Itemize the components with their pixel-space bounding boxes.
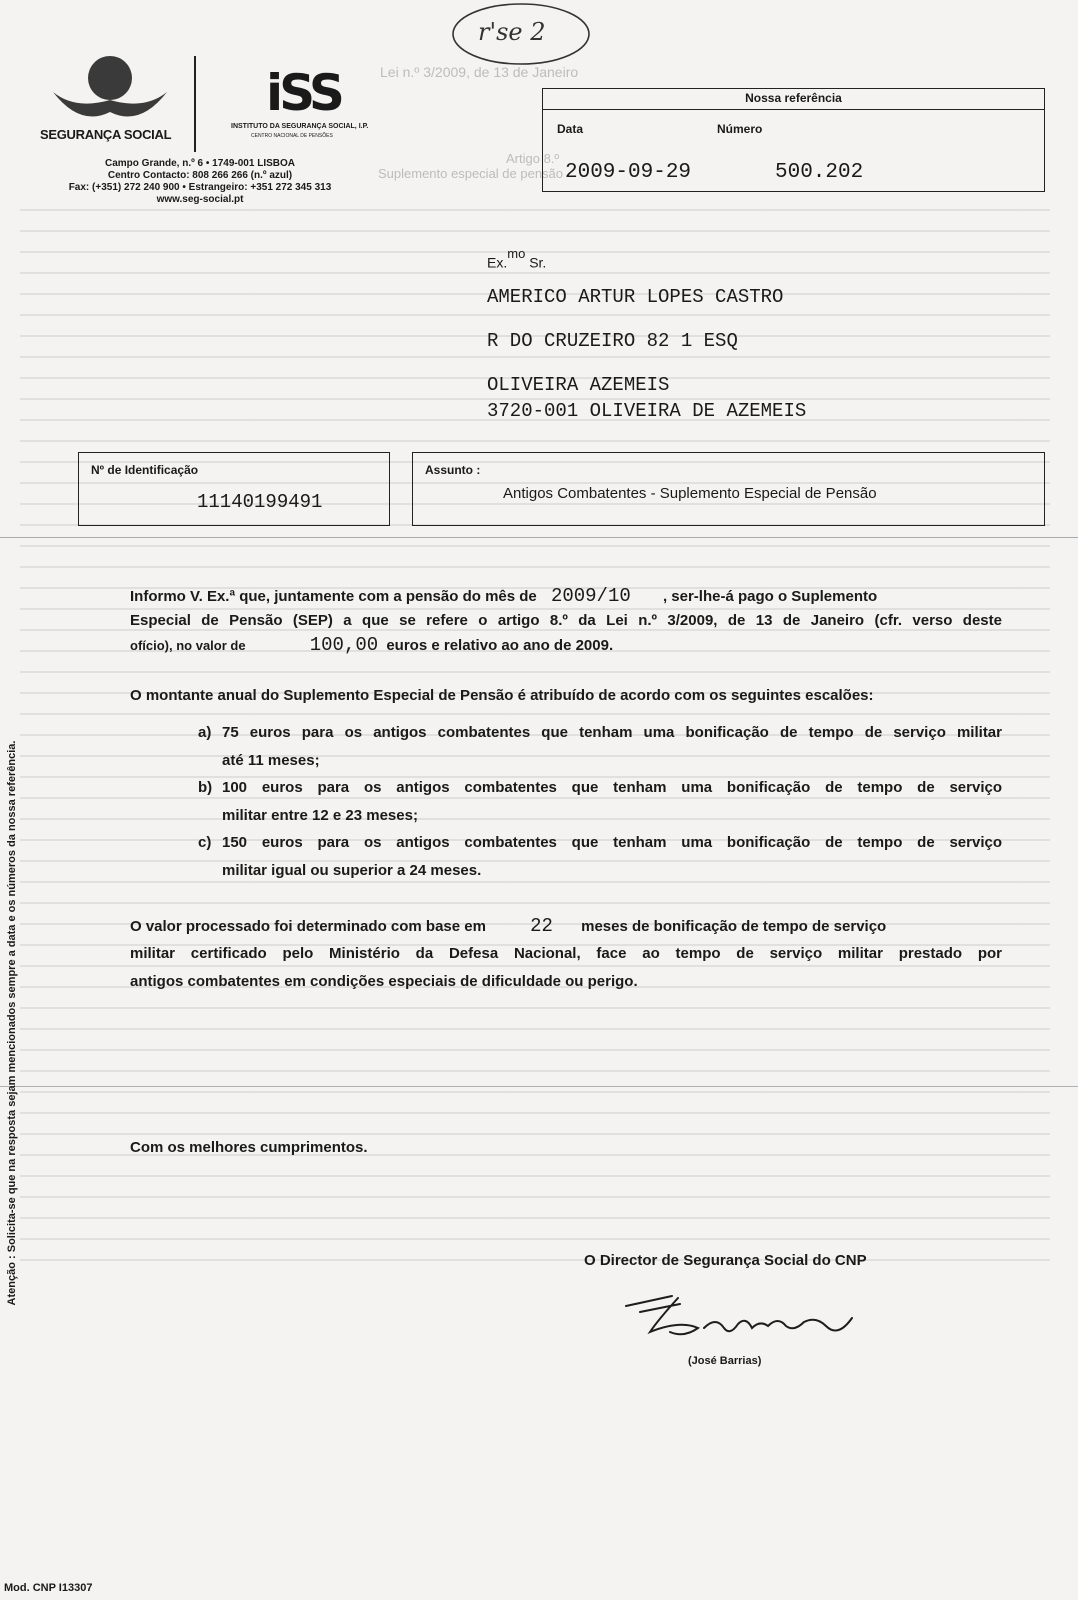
- paragraph-1-text-c: ofício), no valor de: [130, 638, 246, 653]
- reference-number-value: 500.202: [775, 161, 864, 184]
- recipient-street: R DO CRUZEIRO 82 1 ESQ: [487, 330, 738, 352]
- paragraph-1-text-d: euros e relativo ao ano de 2009.: [386, 637, 614, 654]
- subject-label: Assunto :: [425, 463, 481, 477]
- identification-label: Nº de Identificação: [91, 463, 199, 477]
- reference-divider: [543, 109, 1044, 110]
- pension-amount: 100,00: [309, 634, 379, 656]
- side-note: Atenção : Solicita-se que na resposta sejam mencionados sempre a data e os números da nossa referência.: [6, 740, 18, 1306]
- iss-centre-name: CENTRO NACIONAL DE PENSÕES: [251, 133, 333, 139]
- paragraph-3-text-a: O valor processado foi determinado com base em: [130, 918, 486, 935]
- recipient-postal: 3720-001 OLIVEIRA DE AZEMEIS: [487, 400, 807, 422]
- fold-line-lower: [0, 1086, 1078, 1087]
- item-a-marker: a): [198, 724, 212, 741]
- iss-institute-name: INSTITUTO DA SEGURANÇA SOCIAL, I.P.: [231, 123, 369, 130]
- paragraph-1-line-1: [130, 584, 1002, 609]
- ghost-article: Artigo 8.º: [506, 151, 560, 166]
- subject-value: Antigos Combatentes - Suplemento Especial de Pensão: [503, 485, 877, 502]
- handwritten-signature: [620, 1290, 860, 1350]
- seguranca-social-logo-icon: [45, 52, 175, 127]
- paragraph-3-line-2: militar certificado pelo Ministério da Defesa Nacional, face ao tempo de serviço militar prestado por: [130, 945, 1002, 962]
- paragraph-1-line-2: Especial de Pensão (SEP) a que se refere o artigo 8.º da Lei n.º 3/2009, de 13 de Janeiro (cfr. verso deste: [130, 612, 1002, 629]
- ghost-heading: Lei n.º 3/2009, de 13 de Janeiro: [380, 64, 579, 80]
- handwritten-note: r'se 2: [478, 18, 546, 46]
- recipient-locality: OLIVEIRA AZEMEIS: [487, 374, 670, 396]
- identification-box: [78, 452, 390, 526]
- salutation-ex: Ex.: [487, 254, 508, 271]
- reference-date-label: Data: [557, 122, 584, 136]
- iss-logo: iSS: [266, 64, 341, 122]
- item-b-marker: b): [198, 779, 213, 796]
- reference-box: [542, 88, 1045, 192]
- item-a-line-2: até 11 meses;: [222, 752, 320, 769]
- contact-address: Campo Grande, n.º 6 • 1749-001 LISBOA: [105, 158, 295, 169]
- contact-phone: Centro Contacto: 808 266 266 (n.º azul): [107, 170, 293, 181]
- form-code: Mod. CNP I13307: [4, 1582, 93, 1594]
- subject-box: [412, 452, 1045, 526]
- paragraph-3-line-1: [130, 914, 1002, 939]
- recipient-address: [487, 284, 806, 424]
- reference-title: Nossa referência: [745, 91, 842, 105]
- item-b-line-1: 100 euros para os antigos combatentes que tenham uma bonificação de tempo de serviço: [222, 779, 1002, 796]
- paragraph-3-line-3: antigos combatentes em condições especiais de dificuldade ou perigo.: [130, 973, 638, 990]
- seguranca-social-wordmark: SEGURANÇA SOCIAL: [40, 127, 172, 142]
- salutation-sup: mo: [507, 246, 526, 261]
- contact-fax: Fax: (+351) 272 240 900 • Estrangeiro: +351 272 345 313: [68, 182, 332, 193]
- paragraph-1-text-b: , ser-lhe-á pago o Suplemento: [662, 588, 878, 605]
- contact-web: www.seg-social.pt: [156, 194, 244, 205]
- fold-line: [0, 537, 1078, 538]
- reference-number-label: Número: [717, 122, 763, 136]
- item-c-marker: c): [198, 834, 212, 851]
- signature-title: O Director de Segurança Social do CNP: [584, 1252, 867, 1269]
- contact-block: [50, 158, 350, 206]
- item-a-line-1: 75 euros para os antigos combatentes que tenham uma bonificação de tempo de serviço militar: [222, 724, 1002, 741]
- paragraph-1-text-a: Informo V. Ex.ª que, juntamente com a pensão do mês de: [130, 588, 537, 605]
- item-c-line-2: militar igual ou superior a 24 meses.: [222, 862, 482, 879]
- logo-divider: [194, 56, 196, 152]
- ghost-subtitle: Suplemento especial de pensão: [378, 166, 564, 181]
- recipient-name: AMERICO ARTUR LOPES CASTRO: [487, 286, 784, 308]
- signature-name: (José Barrias): [688, 1355, 762, 1367]
- closing: Com os melhores cumprimentos.: [130, 1139, 368, 1156]
- item-c-line-1: 150 euros para os antigos combatentes que tenham uma bonificação de tempo de serviço: [222, 834, 1002, 851]
- pension-month: 2009/10: [550, 585, 631, 607]
- paragraph-3-text-b: meses de bonificação de tempo de serviço: [581, 918, 887, 935]
- bonus-months: 22: [530, 915, 553, 937]
- salutation-sr: Sr.: [529, 254, 547, 271]
- reference-date-value: 2009-09-29: [565, 161, 692, 184]
- item-b-line-2: militar entre 12 e 23 meses;: [222, 807, 418, 824]
- paragraph-1-line-3: [130, 633, 1002, 658]
- identification-value: 11140199491: [197, 491, 323, 513]
- salutation: [487, 246, 547, 271]
- paragraph-2: O montante anual do Suplemento Especial de Pensão é atribuído de acordo com os seguintes escalões:: [130, 687, 874, 704]
